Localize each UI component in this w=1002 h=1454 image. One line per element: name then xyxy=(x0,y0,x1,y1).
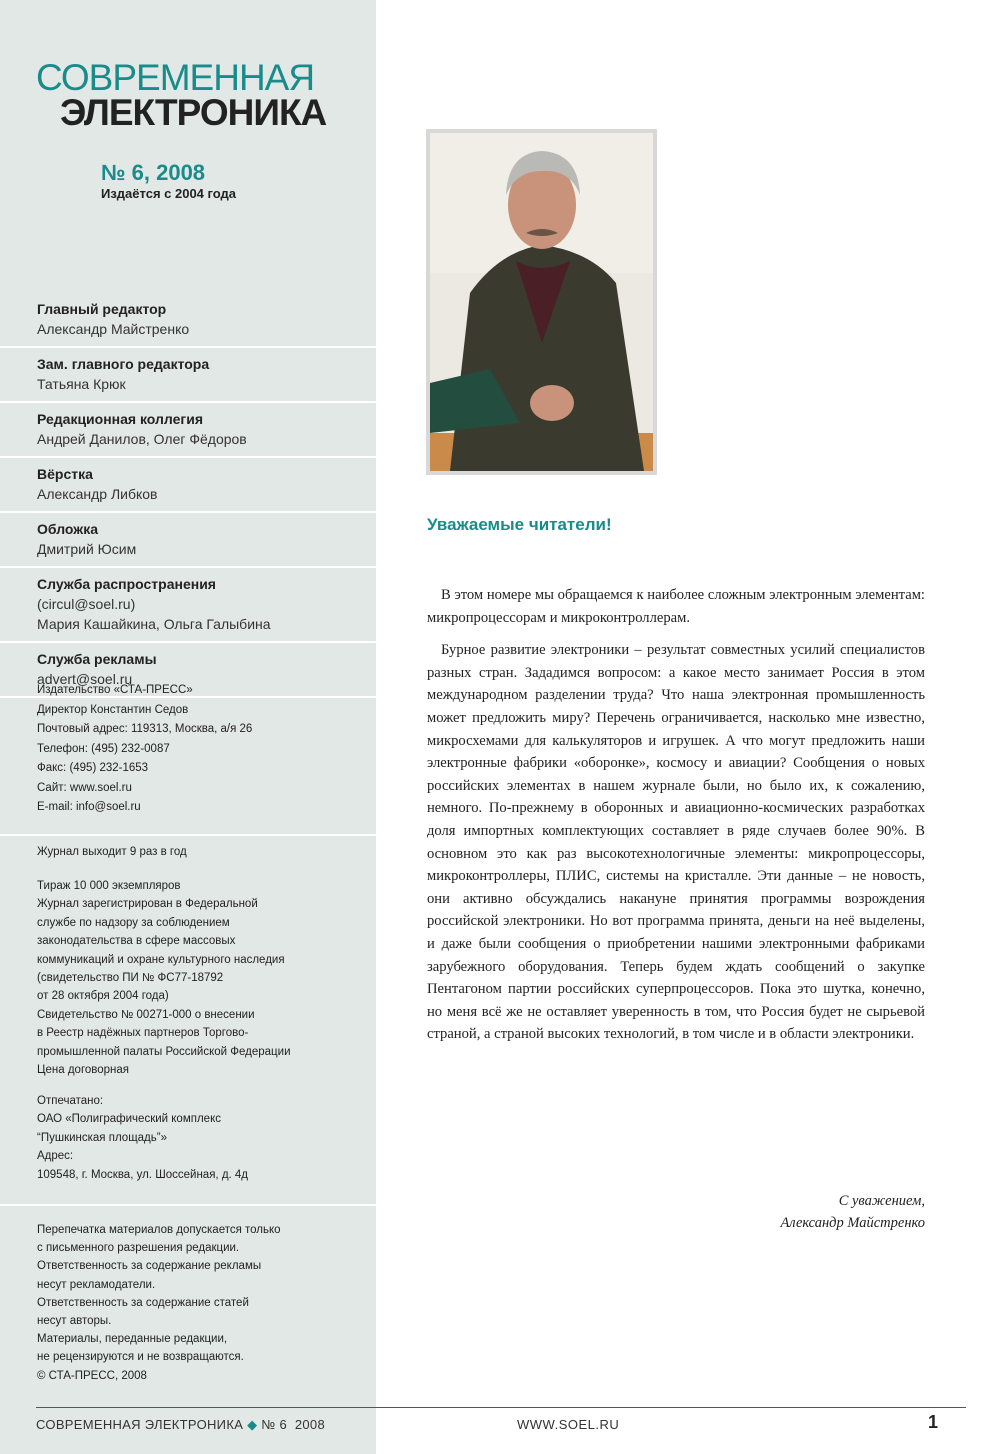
section-divider xyxy=(0,1204,376,1206)
registration-line: (свидетельство ПИ № ФС77-18792 xyxy=(37,972,224,985)
legal-line: несут авторы. xyxy=(37,1315,112,1328)
staff-email: (circul@soel.ru) xyxy=(37,596,136,612)
legal-line: с письменного разрешения редакции. xyxy=(37,1242,240,1255)
footer-site-link[interactable]: WWW.SOEL.RU xyxy=(517,1417,620,1432)
legal-line: © СТА-ПРЕСС, 2008 xyxy=(37,1369,147,1382)
footer-magazine-info xyxy=(36,1417,325,1433)
registration-line: коммуникаций и охране культурного наследия xyxy=(37,953,285,966)
staff-name: Александр Либков xyxy=(37,486,158,502)
registration-line: законодательства в сфере массовых xyxy=(37,935,236,948)
staff-block xyxy=(0,403,376,458)
printing-line: 109548, г. Москва, ул. Шоссейная, д. 4д xyxy=(37,1168,249,1181)
publisher-line: E-mail: info@soel.ru xyxy=(37,801,141,813)
staff-role: Главный редактор xyxy=(37,301,167,317)
publisher-info xyxy=(37,681,367,818)
publisher-line: Издательство «СТА-ПРЕСС» xyxy=(37,684,193,696)
legal-line: не рецензируются и не возвращаются. xyxy=(37,1351,244,1364)
registration-line: Свидетельство № 00271-000 о внесении xyxy=(37,1008,255,1021)
publisher-line: Факс: (495) 232-1653 xyxy=(37,762,149,774)
staff-email: advert@soel.ru xyxy=(37,671,133,687)
issue-since: Издаётся с 2004 года xyxy=(101,186,237,201)
registration-line: Журнал зарегистрирован в Федеральной xyxy=(37,898,258,911)
registration-line: Тираж 10 000 экземпляров xyxy=(37,880,181,892)
staff-name: Андрей Данилов, Олег Фёдоров xyxy=(37,431,247,447)
printing-info xyxy=(37,1092,367,1184)
printing-line: Адрес: xyxy=(37,1150,74,1163)
article-paragraph: В этом номере мы обращаемся к наиболее сложным электронным элементам: микропроцессорам и микроконтроллерам. xyxy=(427,587,925,626)
editorial-staff xyxy=(0,293,376,698)
portrait-illustration xyxy=(430,133,653,471)
legal-line: Материалы, переданные редакции, xyxy=(37,1333,228,1346)
staff-role: Зам. главного редактора xyxy=(37,356,210,372)
diamond-icon: ◆ xyxy=(247,1417,258,1432)
editorial-article xyxy=(427,584,925,1056)
staff-role: Служба рекламы xyxy=(37,651,157,667)
page-number: 1 xyxy=(928,1412,939,1432)
publisher-line: Сайт: www.soel.ru xyxy=(37,781,132,794)
staff-role: Служба распространения xyxy=(37,576,216,592)
legal-line: несут рекламодатели. xyxy=(37,1278,156,1291)
publication-frequency: Журнал выходит 9 раз в год xyxy=(37,846,187,858)
staff-block xyxy=(0,513,376,568)
registration-line: в Реестр надёжных партнеров Торгово- xyxy=(37,1027,249,1040)
footer-issue: № 6 2008 xyxy=(261,1417,325,1432)
logo-line-1: СОВРЕМЕННАЯ xyxy=(36,57,315,98)
publisher-line: Почтовый адрес: 119313, Москва, а/я 26 xyxy=(37,723,253,735)
legal-line: Перепечатка материалов допускается только xyxy=(37,1224,281,1236)
footer-magazine-name: СОВРЕМЕННАЯ ЭЛЕКТРОНИКА xyxy=(36,1417,244,1432)
staff-name: Мария Кашайкина, Ольга Галыбина xyxy=(37,616,271,632)
section-divider xyxy=(0,834,376,836)
footer-rule xyxy=(36,1407,966,1408)
article-signoff xyxy=(620,1190,925,1234)
signoff-author: Александр Майстренко xyxy=(780,1215,925,1231)
publisher-line: Телефон: (495) 232-0087 xyxy=(37,742,170,755)
legal-line: Ответственность за содержание рекламы xyxy=(37,1260,262,1273)
registration-line: от 28 октября 2004 года) xyxy=(37,990,169,1003)
legal-line: Ответственность за содержание статей xyxy=(37,1296,249,1309)
registration-line: Цена договорная xyxy=(37,1064,130,1077)
registration-line: промышленной палаты Российской Федерации xyxy=(37,1045,291,1058)
article-greeting: Уважаемые читатели! xyxy=(427,515,612,534)
staff-role: Обложка xyxy=(37,521,98,537)
logo-line-2: ЭЛЕКТРОНИКА xyxy=(60,92,327,133)
printing-line: ОАО «Полиграфический комплекс xyxy=(37,1113,221,1126)
printing-line: “Пушкинская площадь”» xyxy=(37,1131,167,1144)
signoff-greeting: С уважением, xyxy=(838,1193,925,1209)
editor-portrait-photo xyxy=(426,129,657,475)
publisher-line: Директор Константин Седов xyxy=(37,703,189,716)
staff-name: Дмитрий Юсим xyxy=(37,541,137,557)
legal-info xyxy=(37,1221,367,1385)
registration-info xyxy=(37,877,367,1079)
staff-block xyxy=(0,348,376,403)
printing-line: Отпечатано: xyxy=(37,1095,104,1107)
staff-block xyxy=(0,293,376,348)
staff-role: Редакционная коллегия xyxy=(37,411,203,427)
staff-role: Вёрстка xyxy=(37,466,93,482)
staff-name: Татьяна Крюк xyxy=(37,376,126,392)
staff-block xyxy=(0,568,376,643)
staff-name: Александр Майстренко xyxy=(37,321,190,337)
registration-line: службе по надзору за соблюдением xyxy=(37,916,230,929)
staff-block xyxy=(0,458,376,513)
issue-number: № 6, 2008 xyxy=(101,160,206,185)
magazine-logo xyxy=(36,57,336,133)
article-paragraph: Бурное развитие электроники – результат совместных усилий специалистов разных стран. Зададимся вопросом: а какое место занимает Россия в этом международном разделении труда? Что наша электронная промышленность может предложить миру? Перечень ограничивается, насколько мне известно, микросхемами для калькуляторов и игрушек. А что могут предложить наши электронные фабрики «оборонке», космосу и авиации? Сообщения о новых российских элементах в нашем журнале были, но было их, к сожалению, немного. По-прежнему в оборонных и авиационно-космических разработках доля импортных комплектующих составляет в ряде случаев более 90%. В основном это как раз высокотехнологичные элементы: микропроцессоры, микроконтроллеры, ПЛИС, системы на кристалле. Эти данные – не новость, они активно обсуждались накануне принятия программы возрождения российской электроники. Но вот программа принята, деньги на неё выделены, и даже были сообщения о приобретении нашими электронными фабриками зарубежного оборудования. Теперь будем ждать сообщений о закупке Пентагоном партии российских суперпроцессоров. Пока это шутка, конечно, но меня всё же не оставляет уверенность в том, что Россия будет не сырьевой страной, а страной высоких технологий, в том числе и в области электроники. xyxy=(427,642,925,1043)
